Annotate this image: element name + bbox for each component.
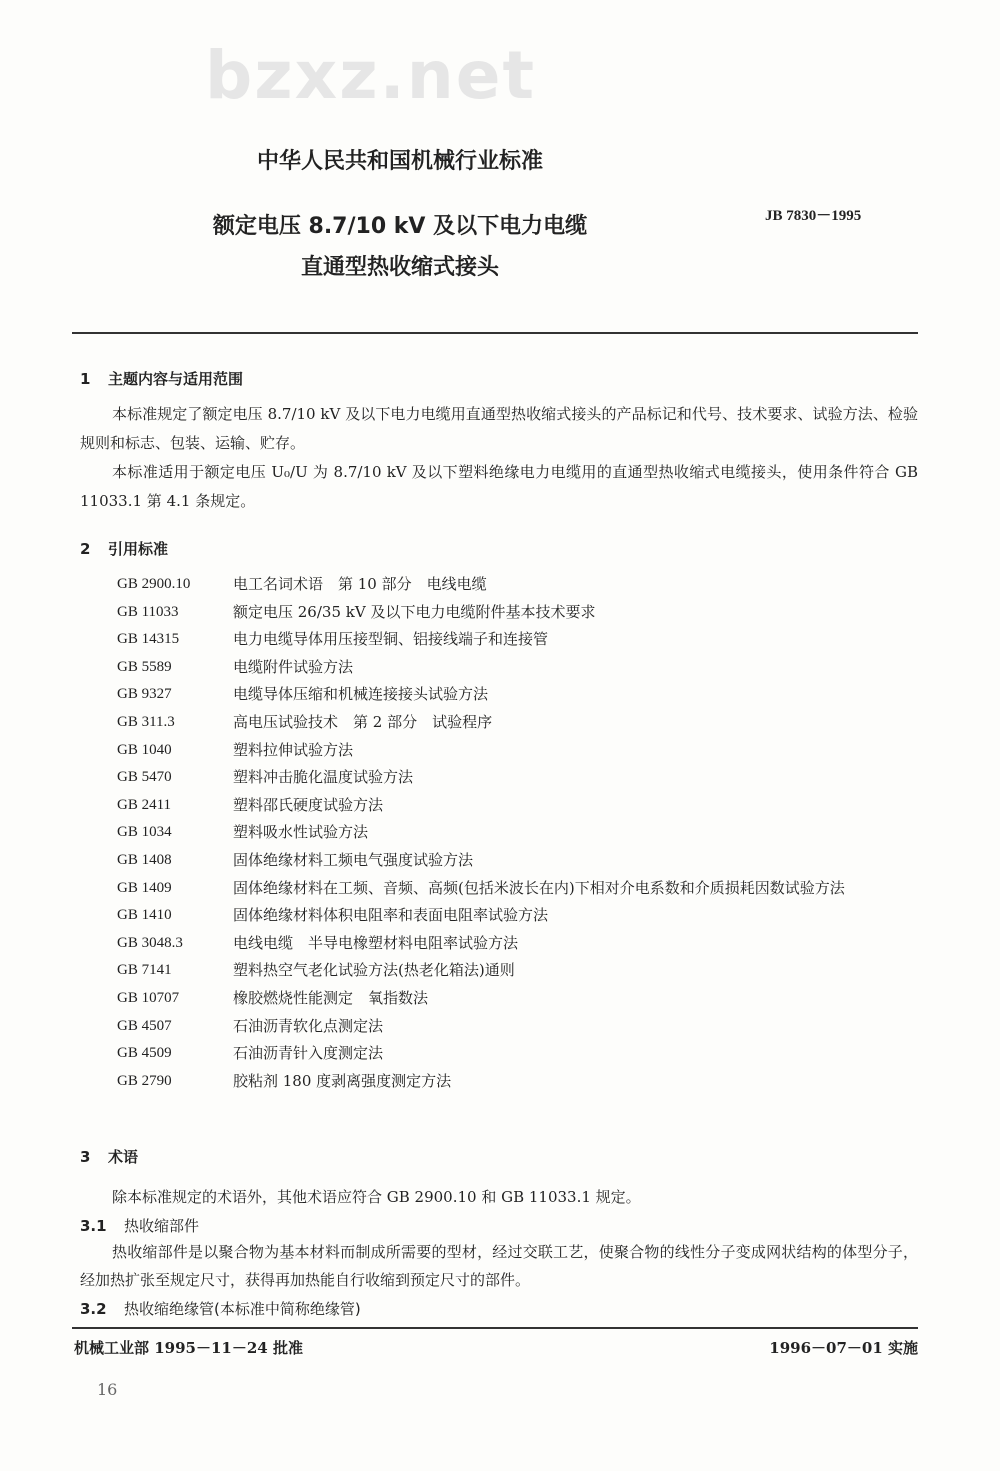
section-number: 3.2 <box>80 1300 107 1318</box>
reference-code: GB 2790 <box>117 1072 172 1089</box>
reference-title: 电缆附件试验方法 <box>233 657 354 676</box>
reference-title: 固体绝缘材料在工频、音频、高频(包括米波长在内)下相对介电系数和介质损耗因数试验方法 <box>233 878 845 897</box>
reference-title: 塑料冲击脆化温度试验方法 <box>233 768 414 787</box>
paragraph: 本标准适用于额定电压 U₀/U 为 8.7/10 kV 及以下塑料绝缘电力电缆用的直通型热收缩式电缆接头，使用条件符合 GB 11033.1 第 4.1 条规定。 <box>80 463 918 510</box>
reference-title: 电线电缆 半导电橡塑材料电阻率试验方法 <box>233 933 519 952</box>
reference-title: 塑料热空气老化试验方法(热老化箱法)通则 <box>233 961 515 980</box>
reference-list <box>117 571 927 1095</box>
section-3-heading <box>80 1146 138 1167</box>
reference-item <box>117 875 927 903</box>
reference-code: GB 9327 <box>117 686 172 703</box>
reference-title: 固体绝缘材料体积电阻率和表面电阻率试验方法 <box>233 906 549 925</box>
reference-item <box>117 957 927 985</box>
title-line-1: 额定电压 8.7/10 kV 及以下电力电缆 <box>212 214 588 239</box>
reference-title: 胶粘剂 180 度剥离强度测定方法 <box>233 1071 452 1090</box>
reference-item <box>117 764 927 792</box>
reference-code: GB 5589 <box>117 658 172 675</box>
reference-code: GB 4507 <box>117 1017 172 1034</box>
reference-title: 塑料拉伸试验方法 <box>233 740 354 759</box>
reference-code: GB 311.3 <box>117 713 175 730</box>
section-1-body <box>80 400 918 516</box>
reference-code: GB 1410 <box>117 907 172 924</box>
reference-code: GB 1040 <box>117 741 172 758</box>
reference-item <box>117 1013 927 1041</box>
section-number: 2 <box>80 540 91 558</box>
header-rule <box>72 332 918 334</box>
reference-code: GB 2411 <box>117 796 172 813</box>
reference-code: GB 7141 <box>117 962 172 979</box>
paragraph: 除本标准规定的术语外，其他术语应符合 GB 2900.10 和 GB 11033.1 规定。 <box>112 1188 641 1206</box>
reference-title: 石油沥青软化点测定法 <box>233 1016 384 1035</box>
reference-item <box>117 819 927 847</box>
section-2-heading <box>80 538 168 559</box>
org-line: 中华人民共和国机械行业标准 <box>256 149 543 174</box>
standard-code: JB 7830－1995 <box>765 208 862 224</box>
section-number: 3.1 <box>80 1217 107 1235</box>
paragraph: 热收缩部件是以聚合物为基本材料而制成所需要的型材，经过交联工艺，使聚合物的线性分子变成网状结构的体型分子，经加热扩张至规定尺寸，获得再加热能自行收缩到预定尺寸的部件。 <box>80 1243 918 1289</box>
reference-code: GB 14315 <box>117 631 180 648</box>
section-3-body <box>80 1183 918 1212</box>
section-title: 热收缩绝缘管(本标准中简称绝缘管) <box>124 1300 361 1318</box>
reference-item <box>117 737 927 765</box>
reference-code: GB 4509 <box>117 1045 172 1062</box>
section-title: 主题内容与适用范围 <box>108 370 244 388</box>
reference-code: GB 11033 <box>117 603 179 620</box>
reference-item <box>117 930 927 958</box>
reference-item <box>117 571 927 599</box>
title-line-2: 直通型热收缩式接头 <box>300 255 499 280</box>
reference-item <box>117 1040 927 1068</box>
effective-date: 1996－07－01 实施 <box>769 1339 918 1357</box>
section-3-1-body <box>80 1238 918 1294</box>
reference-item <box>117 709 927 737</box>
reference-code: GB 1034 <box>117 824 172 841</box>
section-3-1-heading <box>80 1215 199 1236</box>
reference-item <box>117 681 927 709</box>
approval-date: 机械工业部 1995－11－24 批准 <box>74 1339 303 1357</box>
reference-code: GB 10707 <box>117 989 180 1006</box>
reference-title: 电缆导体压缩和机械连接接头试验方法 <box>233 685 489 704</box>
footer-rule <box>72 1327 918 1329</box>
paragraph: 本标准规定了额定电压 8.7/10 kV 及以下电力电缆用直通型热收缩式接头的产品标记和代号、技术要求、试验方法、检验规则和标志、包装、运输、贮存。 <box>80 405 918 452</box>
reference-item <box>117 654 927 682</box>
section-number: 3 <box>80 1148 91 1166</box>
page-number: 16 <box>97 1380 118 1399</box>
reference-item <box>117 626 927 654</box>
reference-code: GB 3048.3 <box>117 934 183 951</box>
section-title: 引用标准 <box>108 540 169 558</box>
reference-item <box>117 902 927 930</box>
reference-title: 橡胶燃烧性能测定 氧指数法 <box>233 988 429 1007</box>
reference-code: GB 1408 <box>117 851 172 868</box>
reference-title: 塑料吸水性试验方法 <box>233 823 369 842</box>
watermark: bzxz.net <box>205 37 537 114</box>
reference-title: 高电压试验技术 第 2 部分 试验程序 <box>233 712 493 731</box>
reference-item <box>117 1068 927 1096</box>
reference-item <box>117 792 927 820</box>
reference-code: GB 1409 <box>117 879 172 896</box>
reference-item <box>117 985 927 1013</box>
reference-title: 石油沥青针入度测定法 <box>233 1044 384 1063</box>
section-title: 术语 <box>108 1148 139 1166</box>
reference-title: 电工名词术语 第 10 部分 电线电缆 <box>233 575 487 593</box>
section-title: 热收缩部件 <box>124 1217 200 1235</box>
reference-code: GB 5470 <box>117 769 172 786</box>
reference-title: 额定电压 26/35 kV 及以下电力电缆附件基本技术要求 <box>233 602 596 621</box>
reference-title: 固体绝缘材料工频电气强度试验方法 <box>233 850 474 869</box>
section-1-heading <box>80 368 243 389</box>
section-3-2-heading <box>80 1298 361 1319</box>
reference-code: GB 2900.10 <box>117 576 191 592</box>
reference-title: 塑料邵氏硬度试验方法 <box>233 795 384 814</box>
reference-item <box>117 599 927 627</box>
section-number: 1 <box>80 370 91 388</box>
reference-item <box>117 847 927 875</box>
reference-title: 电力电缆导体用压接型铜、铝接线端子和连接管 <box>233 630 549 649</box>
